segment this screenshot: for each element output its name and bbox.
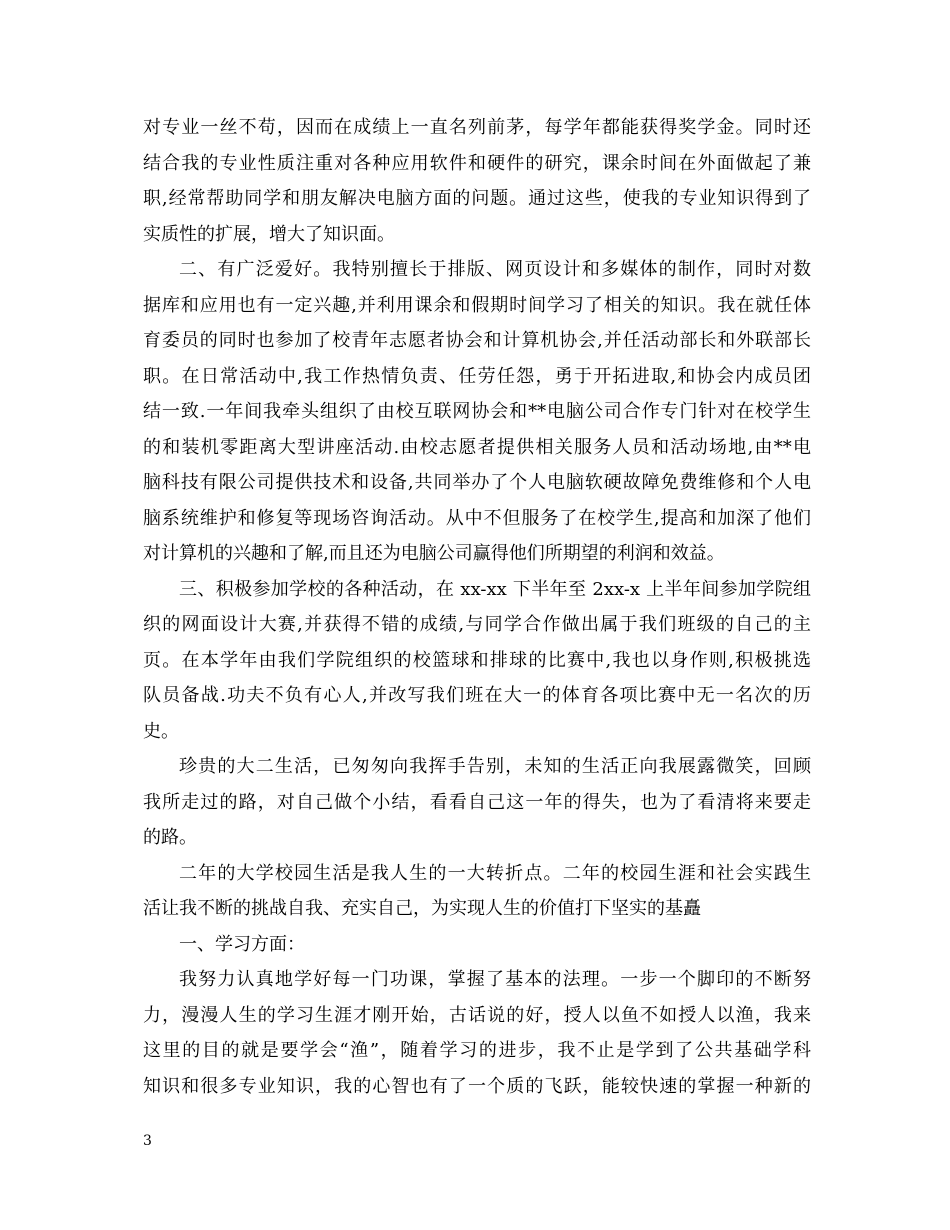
text-line: 队员备战.功夫不负有心人,并改写我们班在大一的体育各项比赛中无一名次的历 — [143, 685, 811, 706]
text-line: 的和装机零距离大型讲座活动.由校志愿者提供相关服务人员和活动场地,由**电 — [143, 436, 811, 458]
text-line: 力，漫漫人生的学习生涯才刚开始，古话说的好，授人以鱼不如授人以渔，我来 — [143, 1004, 811, 1026]
text-line: 这里的目的就是要学会“渔”，随着学习的进步，我不止是学到了公共基础学科 — [143, 1040, 811, 1061]
text-line: 脑系统维护和修复等现场咨询活动。从中不但服务了在校学生,提高和加深了他们 — [143, 507, 811, 529]
text-line: 我努力认真地学好每一门功课，掌握了基本的法理。一步一个脚印的不断努 — [179, 969, 811, 990]
text-line: 的路。 — [143, 827, 197, 848]
text-line: 职。在日常活动中,我工作热情负责、任劳任怨，勇于开拓进取,和协会内成员团 — [143, 365, 811, 387]
text-line: 对计算机的兴趣和了解,而且还为电脑公司赢得他们所期望的利润和效益。 — [143, 543, 725, 564]
text-line: 三、积极参加学校的各种活动，在 xx-xx 下半年至 2xx-x 上半年间参加学院组 — [179, 578, 811, 600]
text-line: 实质性的扩展，增大了知识面。 — [143, 223, 395, 245]
text-line: 结合我的专业性质注重对各种应用软件和硬件的研究，课余时间在外面做起了兼 — [143, 152, 811, 174]
text-line: 育委员的同时也参加了校青年志愿者协会和计算机协会,并任活动部长和外联部长 — [143, 330, 811, 351]
text-line: 结一致.一年间我牵头组织了由校互联网协会和**电脑公司合作专门针对在校学生 — [143, 401, 811, 422]
text-line: 页。在本学年由我们学院组织的校篮球和排球的比赛中,我也以身作则,积极挑选 — [143, 649, 811, 671]
text-line: 二年的大学校园生活是我人生的一大转折点。二年的校园生涯和社会实践生 — [179, 862, 811, 884]
text-line: 活让我不断的挑战自我、充实自己，为实现人生的价值打下坚实的基矗 — [143, 898, 701, 919]
text-line: 对专业一丝不苟，因而在成绩上一直名列前茅，每学年都能获得奖学金。同时还 — [143, 117, 811, 138]
text-line: 脑科技有限公司提供技术和设备,共同举办了个人电脑软硬故障免费维修和个人电 — [143, 472, 811, 493]
text-line: 职,经常帮助同学和朋友解决电脑方面的问题。通过这些，使我的专业知识得到了 — [143, 188, 811, 209]
document-body — [143, 110, 811, 1104]
text-line: 史。 — [143, 720, 179, 742]
text-line: 二、有广泛爱好。我特别擅长于排版、网页设计和多媒体的制作，同时对数 — [179, 259, 811, 280]
text-line: 珍贵的大二生活，已匆匆向我挥手告别，未知的生活正向我展露微笑，回顾 — [179, 756, 811, 777]
text-line: 织的网面设计大赛,并获得不错的成绩,与同学合作做出属于我们班级的自己的主 — [143, 614, 811, 635]
text-line: 一、学习方面： — [179, 933, 305, 955]
text-line: 我所走过的路，对自己做个小结，看看自己这一年的得失，也为了看清将来要走 — [143, 791, 811, 813]
page-number: 3 — [143, 1133, 152, 1149]
text-line: 据库和应用也有一定兴趣,并利用课余和假期时间学习了相关的知识。我在就任体 — [143, 294, 811, 316]
text-line: 知识和很多专业知识，我的心智也有了一个质的飞跃，能较快速的掌握一种新的 — [143, 1075, 811, 1097]
